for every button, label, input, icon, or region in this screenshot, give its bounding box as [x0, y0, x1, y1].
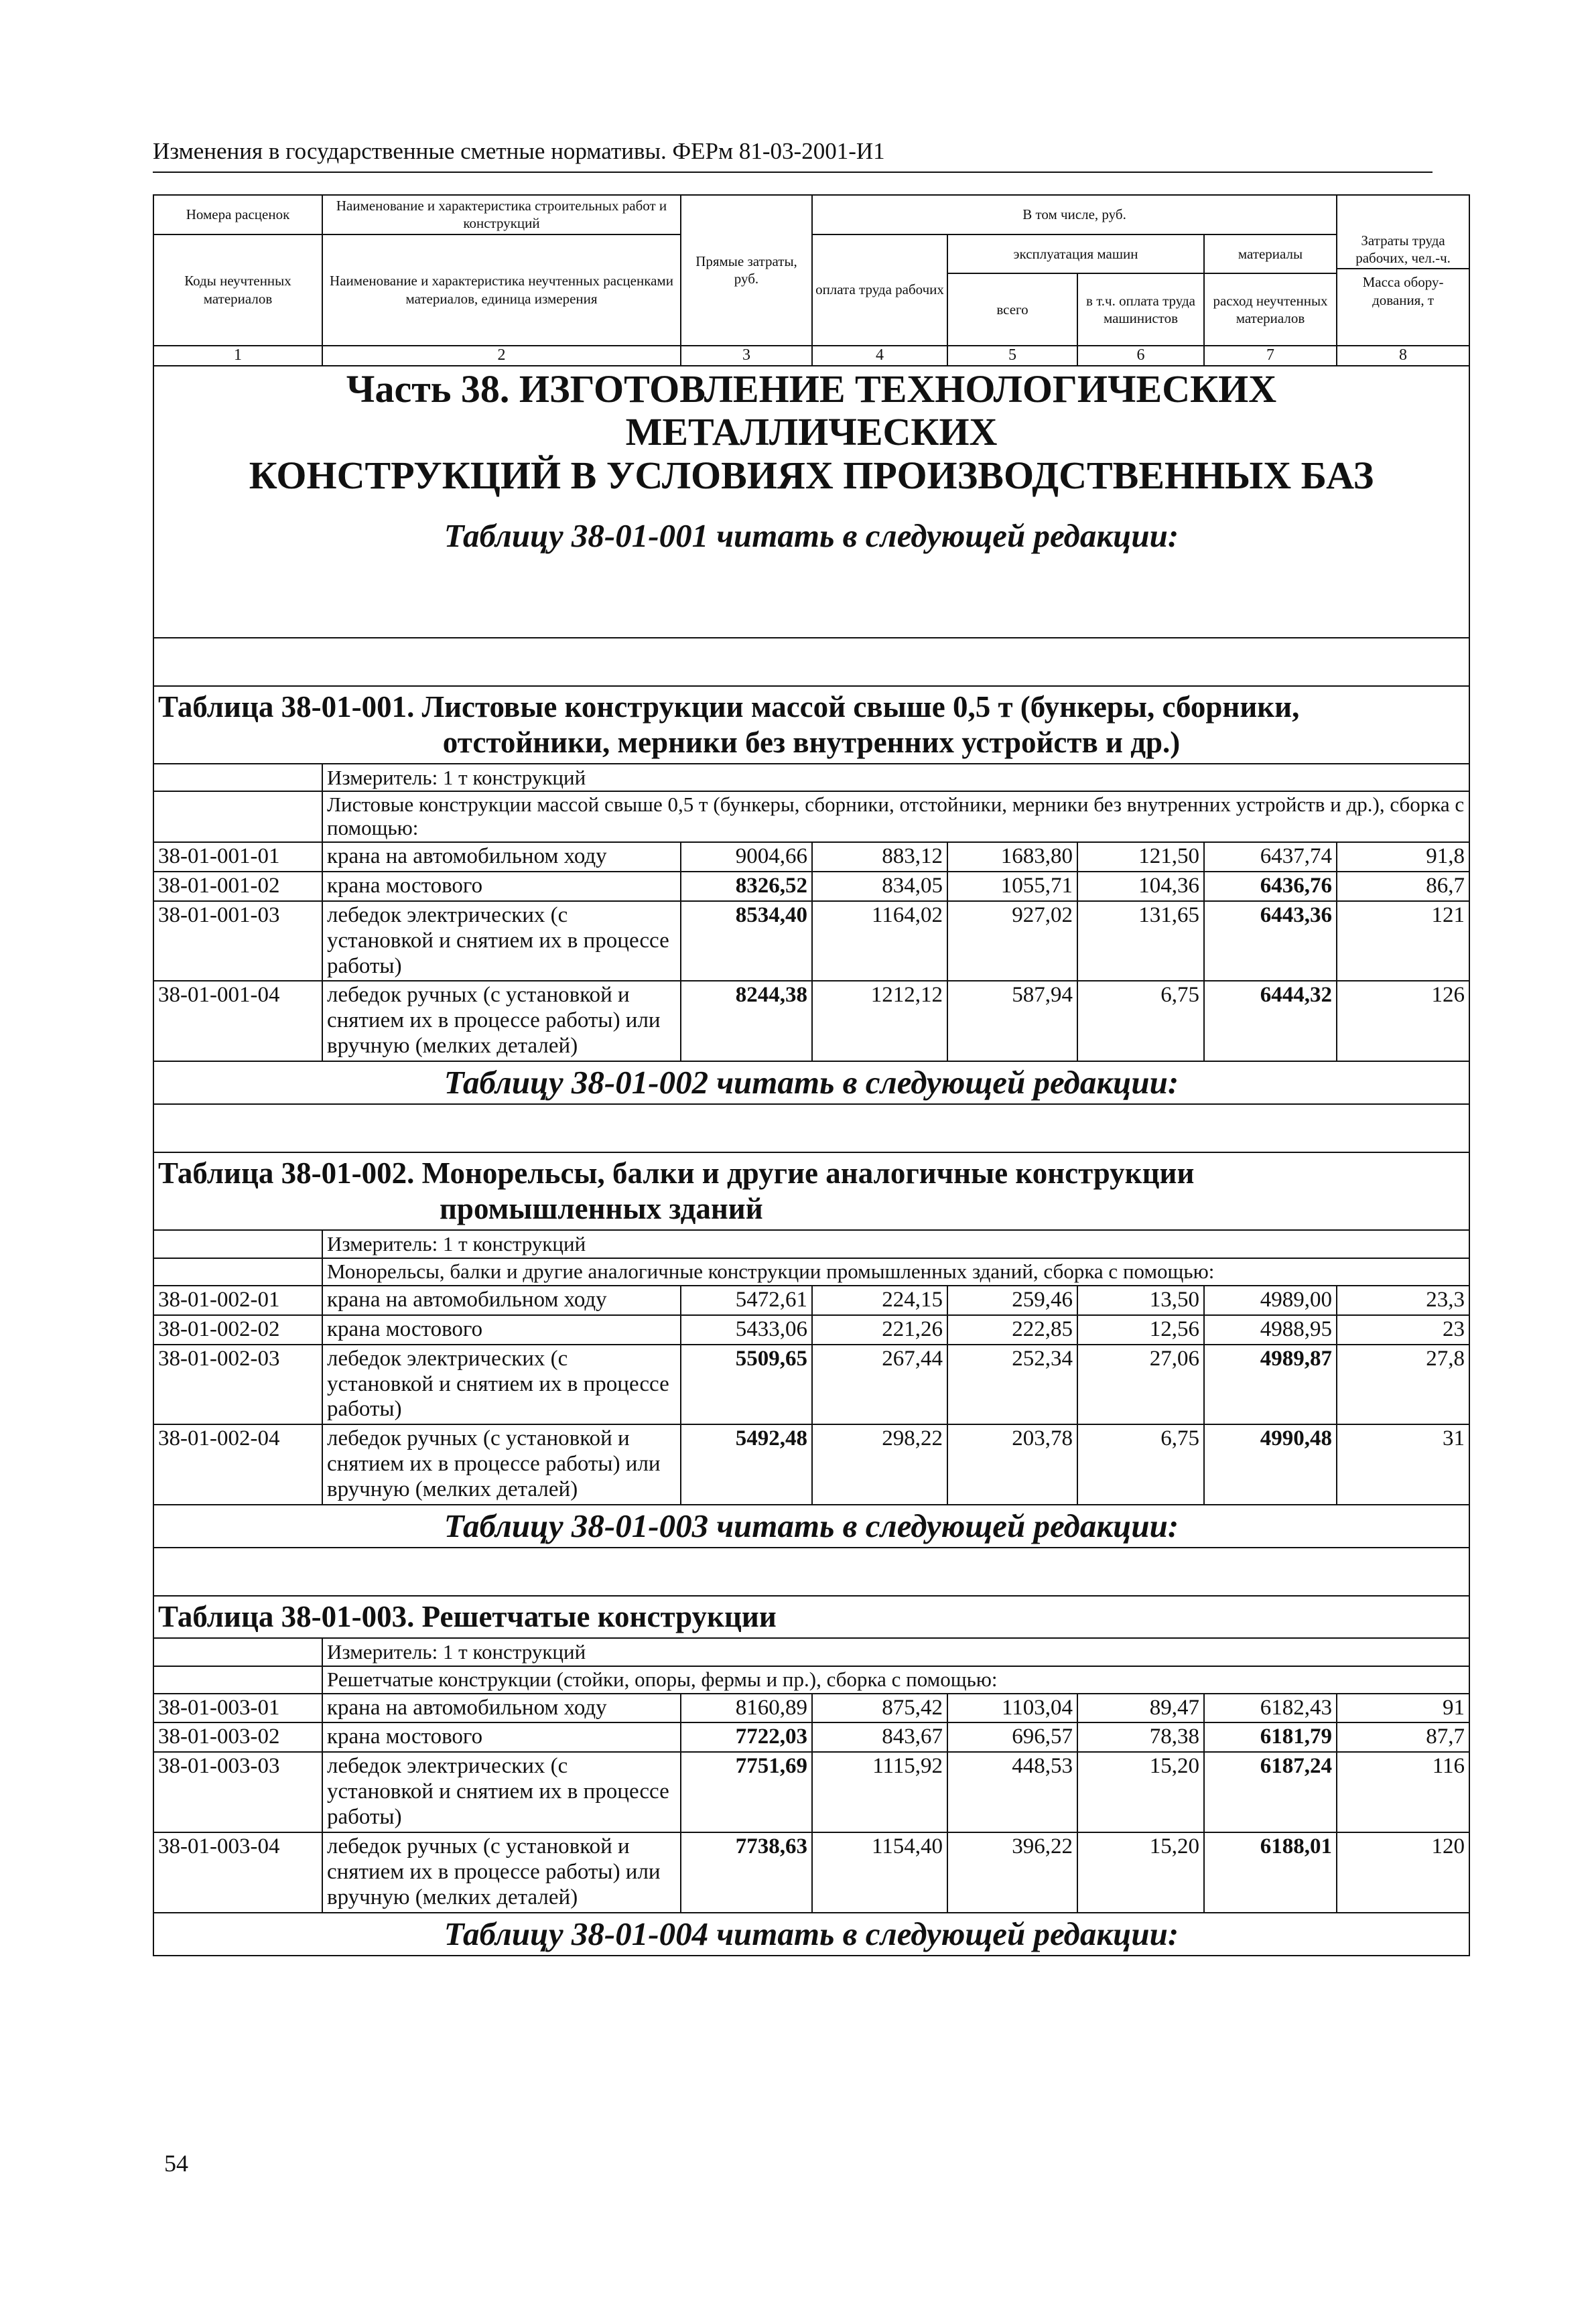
table-row: [153, 872, 1469, 901]
description-label: Монорельсы, балки и другие аналогичные конструкции промышленных зданий, сборка с помощью:: [322, 1258, 1469, 1286]
operators-pay: 12,56: [1077, 1315, 1204, 1345]
col-number: 3: [681, 346, 812, 366]
header-col2-bottom: Наименование и характеристика неучтенных расценками материалов, единица измерения: [322, 234, 681, 346]
materials-cost: 6188,01: [1204, 1832, 1337, 1913]
meter-label: Измеритель: 1 т конструкций: [322, 1638, 1469, 1666]
labor-pay: 834,05: [812, 872, 947, 901]
labor-hours: 121: [1337, 901, 1469, 981]
operators-pay: 6,75: [1077, 1424, 1204, 1505]
labor-pay: 1164,02: [812, 901, 947, 981]
table-row: [153, 1424, 1469, 1505]
col-number: 2: [322, 346, 681, 366]
operators-pay: 89,47: [1077, 1694, 1204, 1723]
spacer-row: [153, 1548, 1469, 1596]
materials-cost: 6437,74: [1204, 842, 1337, 872]
rate-name: крана мостового: [322, 872, 681, 901]
table-row: [153, 1694, 1469, 1723]
operators-pay: 15,20: [1077, 1752, 1204, 1832]
labor-hours: 126: [1337, 981, 1469, 1061]
header-col7: расход неучтенных материалов: [1204, 273, 1337, 345]
redaction-note: Таблицу 38-01-001 читать в следующей редакции:: [444, 517, 1179, 555]
machines-total: 587,94: [947, 981, 1077, 1061]
operators-pay: 131,65: [1077, 901, 1204, 981]
labor-hours: 31: [1337, 1424, 1469, 1505]
machines-total: 927,02: [947, 901, 1077, 981]
labor-pay: 1154,40: [812, 1832, 947, 1913]
table-row: [153, 901, 1469, 981]
direct-costs: 5492,48: [681, 1424, 812, 1505]
header-row-mid: [153, 234, 1469, 274]
machines-total: 1055,71: [947, 872, 1077, 901]
rate-name: лебедок электрических (с установкой и снятием их в процессе работы): [322, 901, 681, 981]
rate-name: лебедок ручных (с установкой и снятием их в процессе работы) или вручную (мелких деталей): [322, 1832, 681, 1913]
header-col3: Прямые затраты, руб.: [681, 195, 812, 346]
labor-pay: 224,15: [812, 1286, 947, 1315]
direct-costs: 5433,06: [681, 1315, 812, 1345]
table-title-line2: промышленных зданий: [440, 1192, 763, 1226]
labor-hours: 91,8: [1337, 842, 1469, 872]
materials-cost: 6444,32: [1204, 981, 1337, 1061]
description-label: Решетчатые конструкции (стойки, опоры, фермы и пр.), сборка с помощью:: [322, 1666, 1469, 1694]
operators-pay: 121,50: [1077, 842, 1204, 872]
header-rule: [153, 172, 1433, 173]
direct-costs: 8160,89: [681, 1694, 812, 1723]
rate-code: 38-01-001-02: [153, 872, 322, 901]
header-col8: [1337, 195, 1469, 346]
table-title-line1: Таблица 38-01-001. Листовые конструкции массой свыше 0,5 т (бункеры, сборники,: [158, 689, 1300, 724]
operators-pay: 27,06: [1077, 1345, 1204, 1425]
rate-code: 38-01-003-03: [153, 1752, 322, 1832]
meter-label: Измеритель: 1 т конструкций: [322, 1230, 1469, 1258]
direct-costs: 7751,69: [681, 1752, 812, 1832]
machines-total: 696,57: [947, 1722, 1077, 1752]
machines-total: 252,34: [947, 1345, 1077, 1425]
machines-total: 1103,04: [947, 1694, 1077, 1723]
col-number: 1: [153, 346, 322, 366]
rate-name: крана на автомобильном ходу: [322, 1286, 681, 1315]
machines-total: 1683,80: [947, 842, 1077, 872]
direct-costs: 9004,66: [681, 842, 812, 872]
header-row-top: [153, 195, 1469, 234]
machines-total: 203,78: [947, 1424, 1077, 1505]
labor-hours: 86,7: [1337, 872, 1469, 901]
labor-pay: 843,67: [812, 1722, 947, 1752]
header-col2-top: Наименование и характеристика строительных работ и конструкций: [322, 195, 681, 234]
operators-pay: 6,75: [1077, 981, 1204, 1061]
description-label: Листовые конструкции массой свыше 0,5 т (бункеры, сборники, отстойники, мерники без внутренних устройств и др.), сборка с помощью:: [322, 791, 1469, 841]
rate-code: 38-01-003-01: [153, 1694, 322, 1723]
materials-cost: 6443,36: [1204, 901, 1337, 981]
col-number: 4: [812, 346, 947, 366]
rate-name: лебедок электрических (с установкой и снятием их в процессе работы): [322, 1752, 681, 1832]
rate-code: 38-01-003-02: [153, 1722, 322, 1752]
header-group: В том числе, руб.: [812, 195, 1337, 234]
labor-pay: 883,12: [812, 842, 947, 872]
rate-code: 38-01-002-01: [153, 1286, 322, 1315]
labor-hours: 91: [1337, 1694, 1469, 1723]
materials-cost: 4990,48: [1204, 1424, 1337, 1505]
materials-cost: 6182,43: [1204, 1694, 1337, 1723]
description-row: [153, 791, 1469, 841]
rate-code: 38-01-002-03: [153, 1345, 322, 1425]
rate-code: 38-01-001-01: [153, 842, 322, 872]
rate-code: 38-01-003-04: [153, 1832, 322, 1913]
materials-cost: 4989,00: [1204, 1286, 1337, 1315]
description-row: [153, 1258, 1469, 1286]
header-materials: материалы: [1204, 234, 1337, 274]
direct-costs: 7722,03: [681, 1722, 812, 1752]
header-col1-bottom: Коды неучтенных материалов: [153, 234, 322, 346]
labor-hours: 23,3: [1337, 1286, 1469, 1315]
machines-total: 396,22: [947, 1832, 1077, 1913]
rate-name: крана мостового: [322, 1315, 681, 1345]
part-title-row: [153, 366, 1469, 638]
col-number: 7: [1204, 346, 1337, 366]
page-number: 54: [164, 2150, 188, 2177]
table-row: [153, 842, 1469, 872]
rate-name: лебедок ручных (с установкой и снятием их в процессе работы) или вручную (мелких деталей): [322, 1424, 681, 1505]
rate-name: крана мостового: [322, 1722, 681, 1752]
col-number: 8: [1337, 346, 1469, 366]
table-row: [153, 1315, 1469, 1345]
table-title-line1: Таблица 38-01-002. Монорельсы, балки и другие аналогичные конструкции: [158, 1156, 1195, 1191]
materials-cost: 4988,95: [1204, 1315, 1337, 1345]
operators-pay: 104,36: [1077, 872, 1204, 901]
table-title: [153, 1152, 1469, 1230]
rate-code: 38-01-002-02: [153, 1315, 322, 1345]
redaction-note: Таблицу 38-01-003 читать в следующей редакции:: [444, 1507, 1179, 1545]
redaction-row: [153, 1505, 1469, 1548]
table-row: [153, 1345, 1469, 1425]
spacer-row: [153, 638, 1469, 686]
header-col5: всего: [947, 273, 1077, 345]
materials-cost: 6181,79: [1204, 1722, 1337, 1752]
table-title-line1: Таблица 38-01-003. Решетчатые конструкции: [158, 1600, 777, 1634]
header-col8-top: Затраты труда рабочих, чел.-ч.: [1337, 232, 1469, 270]
column-numbers-row: [153, 346, 1469, 366]
header-col6: в т.ч. оплата труда машинистов: [1077, 273, 1204, 345]
header-col4: оплата труда рабочих: [812, 234, 947, 346]
description-row: [153, 1666, 1469, 1694]
labor-hours: 120: [1337, 1832, 1469, 1913]
direct-costs: 7738,63: [681, 1832, 812, 1913]
redaction-note: Таблицу 38-01-002 читать в следующей редакции:: [444, 1064, 1179, 1101]
labor-pay: 221,26: [812, 1315, 947, 1345]
part-title-line1: Часть 38. ИЗГОТОВЛЕНИЕ ТЕХНОЛОГИЧЕСКИХ МЕТАЛЛИЧЕСКИХ: [346, 366, 1277, 454]
labor-hours: 23: [1337, 1315, 1469, 1345]
labor-pay: 1212,12: [812, 981, 947, 1061]
meter-row: [153, 1638, 1469, 1666]
machines-total: 222,85: [947, 1315, 1077, 1345]
table-row: [153, 1286, 1469, 1315]
rate-code: 38-01-001-03: [153, 901, 322, 981]
table-row: [153, 1722, 1469, 1752]
operators-pay: 15,20: [1077, 1832, 1204, 1913]
materials-cost: 6187,24: [1204, 1752, 1337, 1832]
materials-cost: 6436,76: [1204, 872, 1337, 901]
table-title: [153, 1596, 1469, 1638]
rate-name: крана на автомобильном ходу: [322, 1694, 681, 1723]
operators-pay: 13,50: [1077, 1286, 1204, 1315]
meter-row: [153, 1230, 1469, 1258]
table-row: [153, 1752, 1469, 1832]
redaction-row: [153, 1913, 1469, 1956]
labor-pay: 298,22: [812, 1424, 947, 1505]
table-row: [153, 1832, 1469, 1913]
spacer-row: [153, 1104, 1469, 1152]
rate-name: лебедок электрических (с установкой и снятием их в процессе работы): [322, 1345, 681, 1425]
header-col8-bottom: Масса обору-дования, т: [1362, 274, 1444, 308]
col-number: 6: [1077, 346, 1204, 366]
machines-total: 259,46: [947, 1286, 1077, 1315]
rate-name: крана на автомобильном ходу: [322, 842, 681, 872]
table-row: [153, 981, 1469, 1061]
operators-pay: 78,38: [1077, 1722, 1204, 1752]
redaction-row: [153, 1061, 1469, 1104]
labor-hours: 87,7: [1337, 1722, 1469, 1752]
meter-label: Измеритель: 1 т конструкций: [322, 764, 1469, 792]
part-title-line2: КОНСТРУКЦИЙ В УСЛОВИЯХ ПРОИЗВОДСТВЕННЫХ БАЗ: [249, 454, 1374, 498]
meter-row: [153, 764, 1469, 792]
header-col1-top: Номера расценок: [153, 195, 322, 234]
machines-total: 448,53: [947, 1752, 1077, 1832]
labor-pay: 1115,92: [812, 1752, 947, 1832]
direct-costs: 8244,38: [681, 981, 812, 1061]
norms-table: [153, 194, 1470, 1956]
direct-costs: 8326,52: [681, 872, 812, 901]
running-header: Изменения в государственные сметные нормативы. ФЕРм 81-03-2001-И1: [153, 138, 885, 164]
materials-cost: 4989,87: [1204, 1345, 1337, 1425]
part-title-block: [153, 366, 1469, 638]
rate-name: лебедок ручных (с установкой и снятием их в процессе работы) или вручную (мелких деталей): [322, 981, 681, 1061]
rate-code: 38-01-001-04: [153, 981, 322, 1061]
table-title: [153, 686, 1469, 764]
labor-pay: 267,44: [812, 1345, 947, 1425]
header-machines: эксплуатация машин: [947, 234, 1204, 274]
table-title-line2: отстойники, мерники без внутренних устройств и др.): [442, 725, 1181, 759]
rate-code: 38-01-002-04: [153, 1424, 322, 1505]
redaction-note: Таблицу 38-01-004 читать в следующей редакции:: [444, 1915, 1179, 1953]
direct-costs: 8534,40: [681, 901, 812, 981]
direct-costs: 5509,65: [681, 1345, 812, 1425]
labor-hours: 27,8: [1337, 1345, 1469, 1425]
direct-costs: 5472,61: [681, 1286, 812, 1315]
labor-hours: 116: [1337, 1752, 1469, 1832]
labor-pay: 875,42: [812, 1694, 947, 1723]
col-number: 5: [947, 346, 1077, 366]
